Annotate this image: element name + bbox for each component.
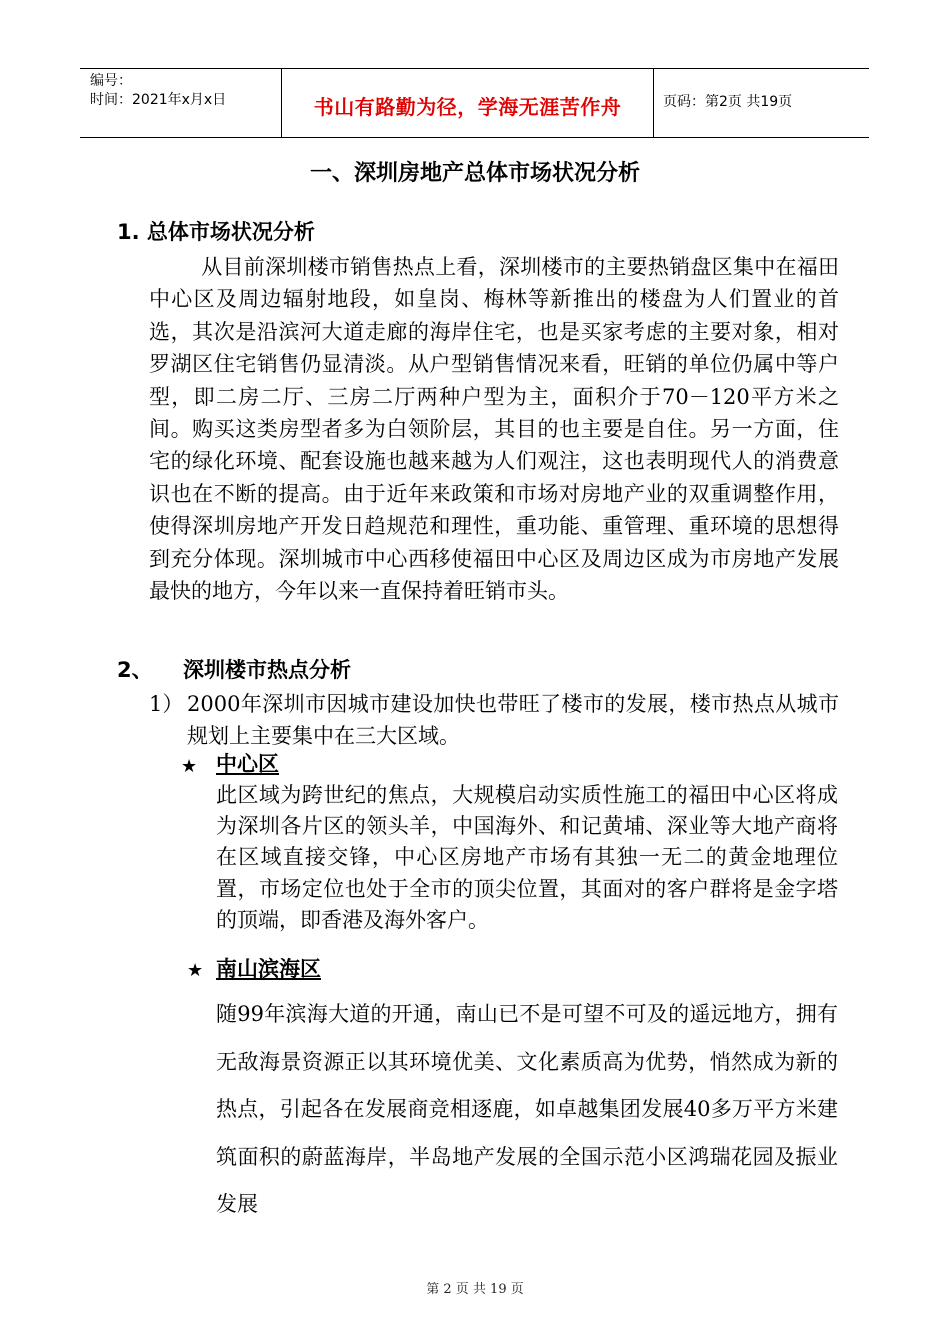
document-title: 一、深圳房地产总体市场状况分析 bbox=[309, 161, 640, 186]
area-paragraph-nanshan: 随99年滨海大道的开通，南山已不是可望不可及的遥远地方，拥有无敌海景资源正以其环境优美、文化素质高为优势，悄然成为新的热点，引起各在发展商竞相逐鹿，如卓越集团发展40多万平方米建筑面积的蔚蓝海岸，半岛地产发展的全国示范小区鸿瑞花园及振业发展 bbox=[216, 1002, 838, 1216]
motto: 书山有路勤为径，学海无涯苦作舟 bbox=[313, 95, 622, 119]
list-item bbox=[149, 688, 839, 752]
serial-label: 编号： bbox=[90, 73, 132, 89]
section1-heading: 1. 总体市场状况分析 bbox=[117, 220, 315, 244]
section2-title: 深圳楼市热点分析 bbox=[183, 658, 351, 682]
section1-paragraph bbox=[149, 251, 839, 607]
header-motto-cell bbox=[282, 69, 654, 137]
time-label: 时间：2021年x月x日 bbox=[90, 92, 227, 108]
section1-paragraph-text: 从目前深圳楼市销售热点上看，深圳楼市的主要热销盘区集中在福田中心区及周边辐射地段，如皇岗、梅林等新推出的楼盘为人们置业的首选，其次是沿滨河大道走廊的海岸住宅，也是买家考虑的主要对象，相对罗湖区住宅销售仍显清淡。从户型销售情况来看，旺销的单位仍属中等户型，即二房二厅、三房二厅两种户型为主，面积介于70－120平方米之间。购买这类房型者多为白领阶层，其目的也主要是自住。另一方面，住宅的绿化环境、配套设施也越来越为人们观注，这也表明现代人的消费意识也在不断的提高。由于近年来政策和市场对房地产业的双重调整作用，使得深圳房地产开发日趋规范和理性，重功能、重管理、重环境的思想得到充分体现。深圳城市中心西移使福田中心区及周边区成为市房地产发展最快的地方，今年以来一直保持着旺销市头。 bbox=[149, 255, 839, 604]
list-item-label: 1） bbox=[149, 692, 184, 716]
header-page-cell bbox=[654, 69, 869, 137]
list-item-text: 2000年深圳市因城市建设加快也带旺了楼市的发展，楼市热点从城市规划上主要集中在三大区域。 bbox=[187, 692, 839, 748]
section2-number: 2、 bbox=[117, 658, 153, 682]
header-table bbox=[80, 68, 869, 138]
section2-heading bbox=[117, 656, 351, 684]
header-meta-cell bbox=[80, 69, 282, 137]
star-icon: ★ bbox=[181, 756, 198, 777]
area-heading-nanshan: 南山滨海区 bbox=[216, 957, 321, 981]
page-info: 页码：第2页 共19页 bbox=[663, 94, 793, 110]
area-paragraph-center: 此区域为跨世纪的焦点，大规模启动实质性施工的福田中心区将成为深圳各片区的领头羊，中国海外、和记黄埔、深业等大地产商将在区域直接交锋，中心区房地产市场有其独一无二的黄金地理位置，市场定位也处于全市的顶尖位置，其面对的客户群将是金字塔的顶端，即香港及海外客户。 bbox=[216, 783, 838, 932]
area-heading-center: 中心区 bbox=[216, 752, 279, 776]
page-footer: 第 2 页 共 19 页 bbox=[426, 1282, 524, 1297]
star-icon: ★ bbox=[187, 960, 204, 981]
